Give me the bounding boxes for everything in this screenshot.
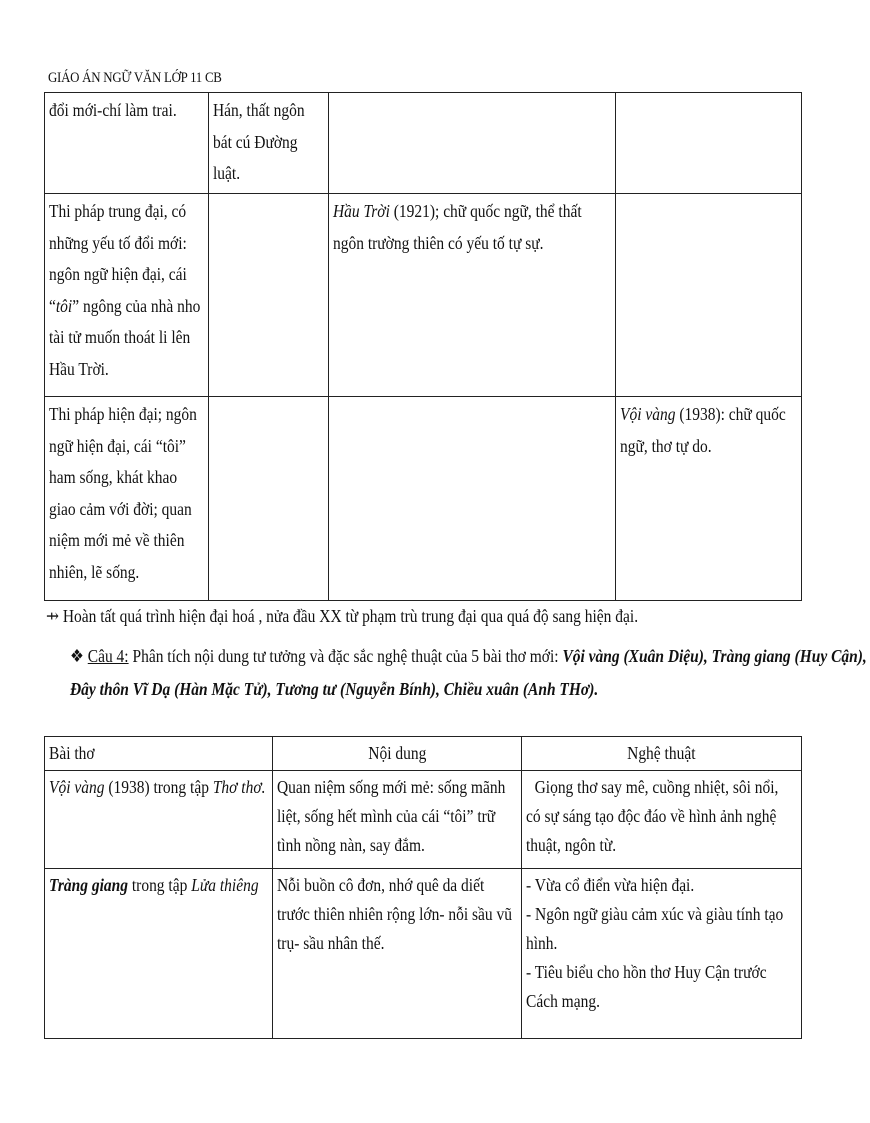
column-header: Nghệ thuật [522, 737, 802, 771]
table-cell: Vội vàng (1938) trong tập Thơ thơ. [45, 771, 273, 869]
table-row [45, 194, 802, 397]
table-cell: Hầu Trời (1921); chữ quốc ngữ, thể thất ngôn trường thiên có yếu tố tự sự. [328, 194, 616, 397]
column-header: Nội dung [272, 737, 522, 771]
table-row [45, 771, 802, 869]
document-header: GIÁO ÁN NGỮ VĂN LỚP 11 CB [48, 70, 222, 86]
arrow-icon: ⇸ [46, 606, 59, 626]
table-cell [328, 397, 616, 601]
table-cell: đổi mới-chí làm trai. [45, 93, 209, 194]
table-cell [616, 194, 802, 397]
question-works: Vội vàng (Xuân Diệu), Tràng giang (Huy Cận), Đây thôn Vĩ Dạ (Hàn Mặc Tử), Tương tư (Nguyễn Bính), Chiều xuân (Anh THơ). [70, 646, 867, 699]
table-row [45, 397, 802, 601]
table-cell: Thi pháp trung đại, có những yếu tố đổi mới: ngôn ngữ hiện đại, cái “tôi” ngông của nhà nho tài tử muốn thoát li lên Hầu Trời. [45, 194, 209, 397]
table-cell: Nỗi buồn cô đơn, nhớ quê da diết trước thiên nhiên rộng lớn- nỗi sầu vũ trụ- sầu nhân thế. [272, 869, 522, 1039]
summary-line [46, 606, 826, 627]
summary-text: Hoàn tất quá trình hiện đại hoá , nửa đầu XX từ phạm trù trung đại qua quá độ sang hiện đại. [62, 606, 639, 626]
poems-table [44, 736, 802, 1039]
table-cell [328, 93, 616, 194]
table-cell: Giọng thơ say mê, cuồng nhiệt, sôi nổi, có sự sáng tạo độc đáo về hình ảnh nghệ thuật, ngôn từ. [522, 771, 802, 869]
history-table [44, 92, 802, 601]
diamond-bullet-icon: ❖ [70, 646, 84, 666]
table-cell [208, 194, 328, 397]
table-row [45, 869, 802, 1039]
column-header: Bài thơ [45, 737, 273, 771]
table-cell: Thi pháp hiện đại; ngôn ngữ hiện đại, cái “tôi” ham sống, khát khao giao cảm với đời; quan niệm mới mẻ về thiên nhiên, lẽ sống. [45, 397, 209, 601]
table-cell [616, 93, 802, 194]
question-text: Phân tích nội dung tư tưởng và đặc sắc nghệ thuật của 5 bài thơ mới: [128, 646, 563, 666]
table-cell: Hán, thất ngôn bát cú Đường luật. [208, 93, 328, 194]
table-cell: Vội vàng (1938): chữ quốc ngữ, thơ tự do. [616, 397, 802, 601]
question-block [70, 640, 870, 706]
table-cell [208, 397, 328, 601]
table-cell: - Vừa cổ điển vừa hiện đại. - Ngôn ngữ giàu cảm xúc và giàu tính tạo hình. - Tiêu biểu cho hồn thơ Huy Cận trước Cách mạng. [522, 869, 802, 1039]
table-cell: Tràng giang trong tập Lửa thiêng [45, 869, 273, 1039]
table-header-row [45, 737, 802, 771]
table-cell: Quan niệm sống mới mẻ: sống mãnh liệt, sống hết mình của cái “tôi” trữ tình nồng nàn, say đắm. [272, 771, 522, 869]
question-label: Câu 4: [87, 646, 129, 666]
table-row [45, 93, 802, 194]
